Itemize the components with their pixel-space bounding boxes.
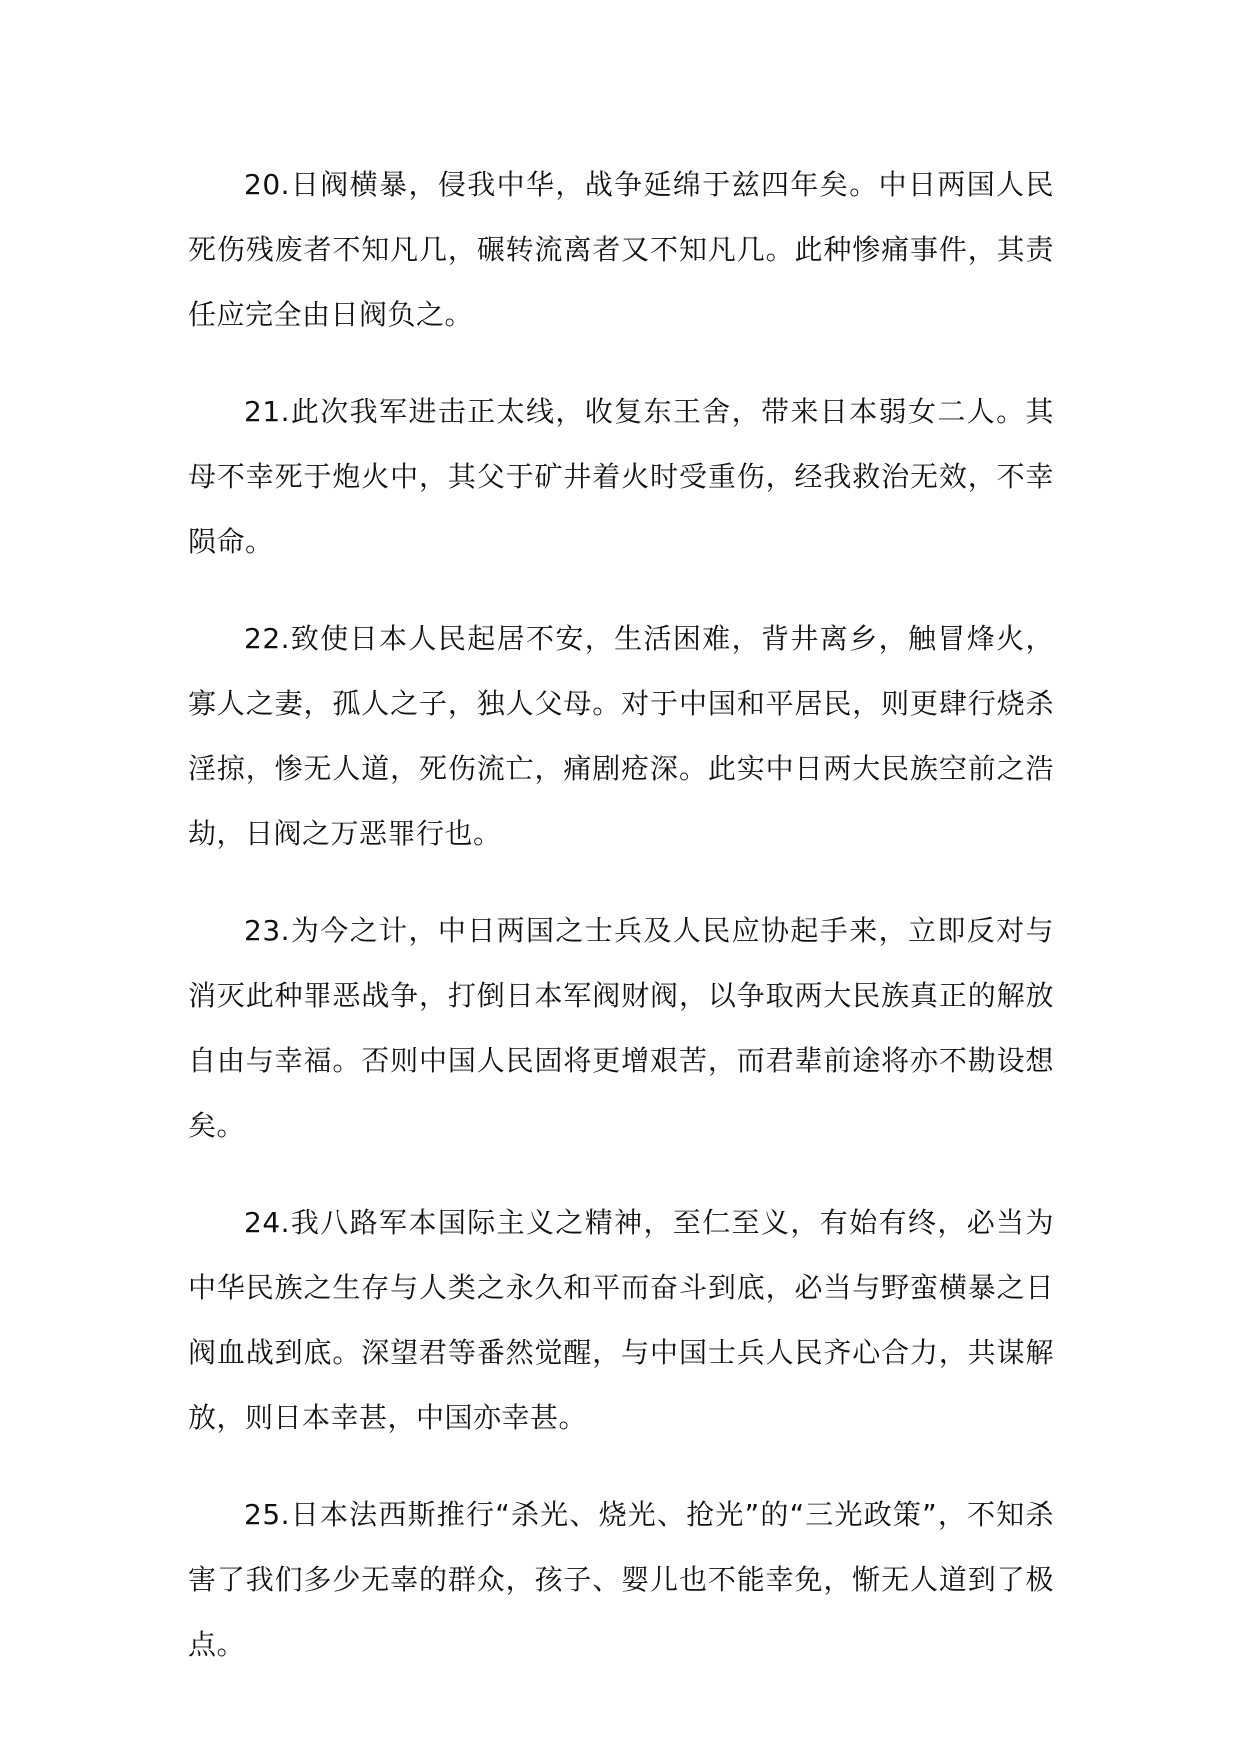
document-body	[188, 152, 1054, 1709]
paragraph-23: 23.为今之计，中日两国之士兵及人民应协起手来，立即反对与消灭此种罪恶战争，打倒日本军阀财阀，以争取两大民族真正的解放自由与幸福。否则中国人民固将更增艰苦，而君辈前途将亦不勘设想矣。	[188, 914, 1054, 1142]
paragraph-25: 25.日本法西斯推行“杀光、烧光、抢光”的“三光政策”，不知杀害了我们多少无辜的群众，孩子、婴儿也不能幸免，惭无人道到了极点。	[188, 1498, 1054, 1661]
paragraph-24: 24.我八路军本国际主义之精神，至仁至义，有始有终，必当为中华民族之生存与人类之永久和平而奋斗到底，必当与野蛮横暴之日阀血战到底。深望君等番然觉醒，与中国士兵人民齐心合力，共谋解放，则日本幸甚，中国亦幸甚。	[188, 1206, 1054, 1434]
paragraph-20: 20.日阀横暴，侵我中华，战争延绵于兹四年矣。中日两国人民死伤残废者不知凡几，碾转流离者又不知凡几。此种惨痛事件，其责任应完全由日阀负之。	[188, 168, 1054, 331]
paragraph-21: 21.此次我军进击正太线，收复东王舍，带来日本弱女二人。其母不幸死于炮火中，其父于矿井着火时受重伤，经我救治无效，不幸陨命。	[188, 395, 1054, 558]
paragraph-22: 22.致使日本人民起居不安，生活困难，背井离乡，触冒烽火，寡人之妻，孤人之子，独人父母。对于中国和平居民，则更肆行烧杀淫掠，惨无人道，死伤流亡，痛剧疮深。此实中日两大民族空前之浩劫，日阀之万恶罪行也。	[188, 622, 1054, 850]
